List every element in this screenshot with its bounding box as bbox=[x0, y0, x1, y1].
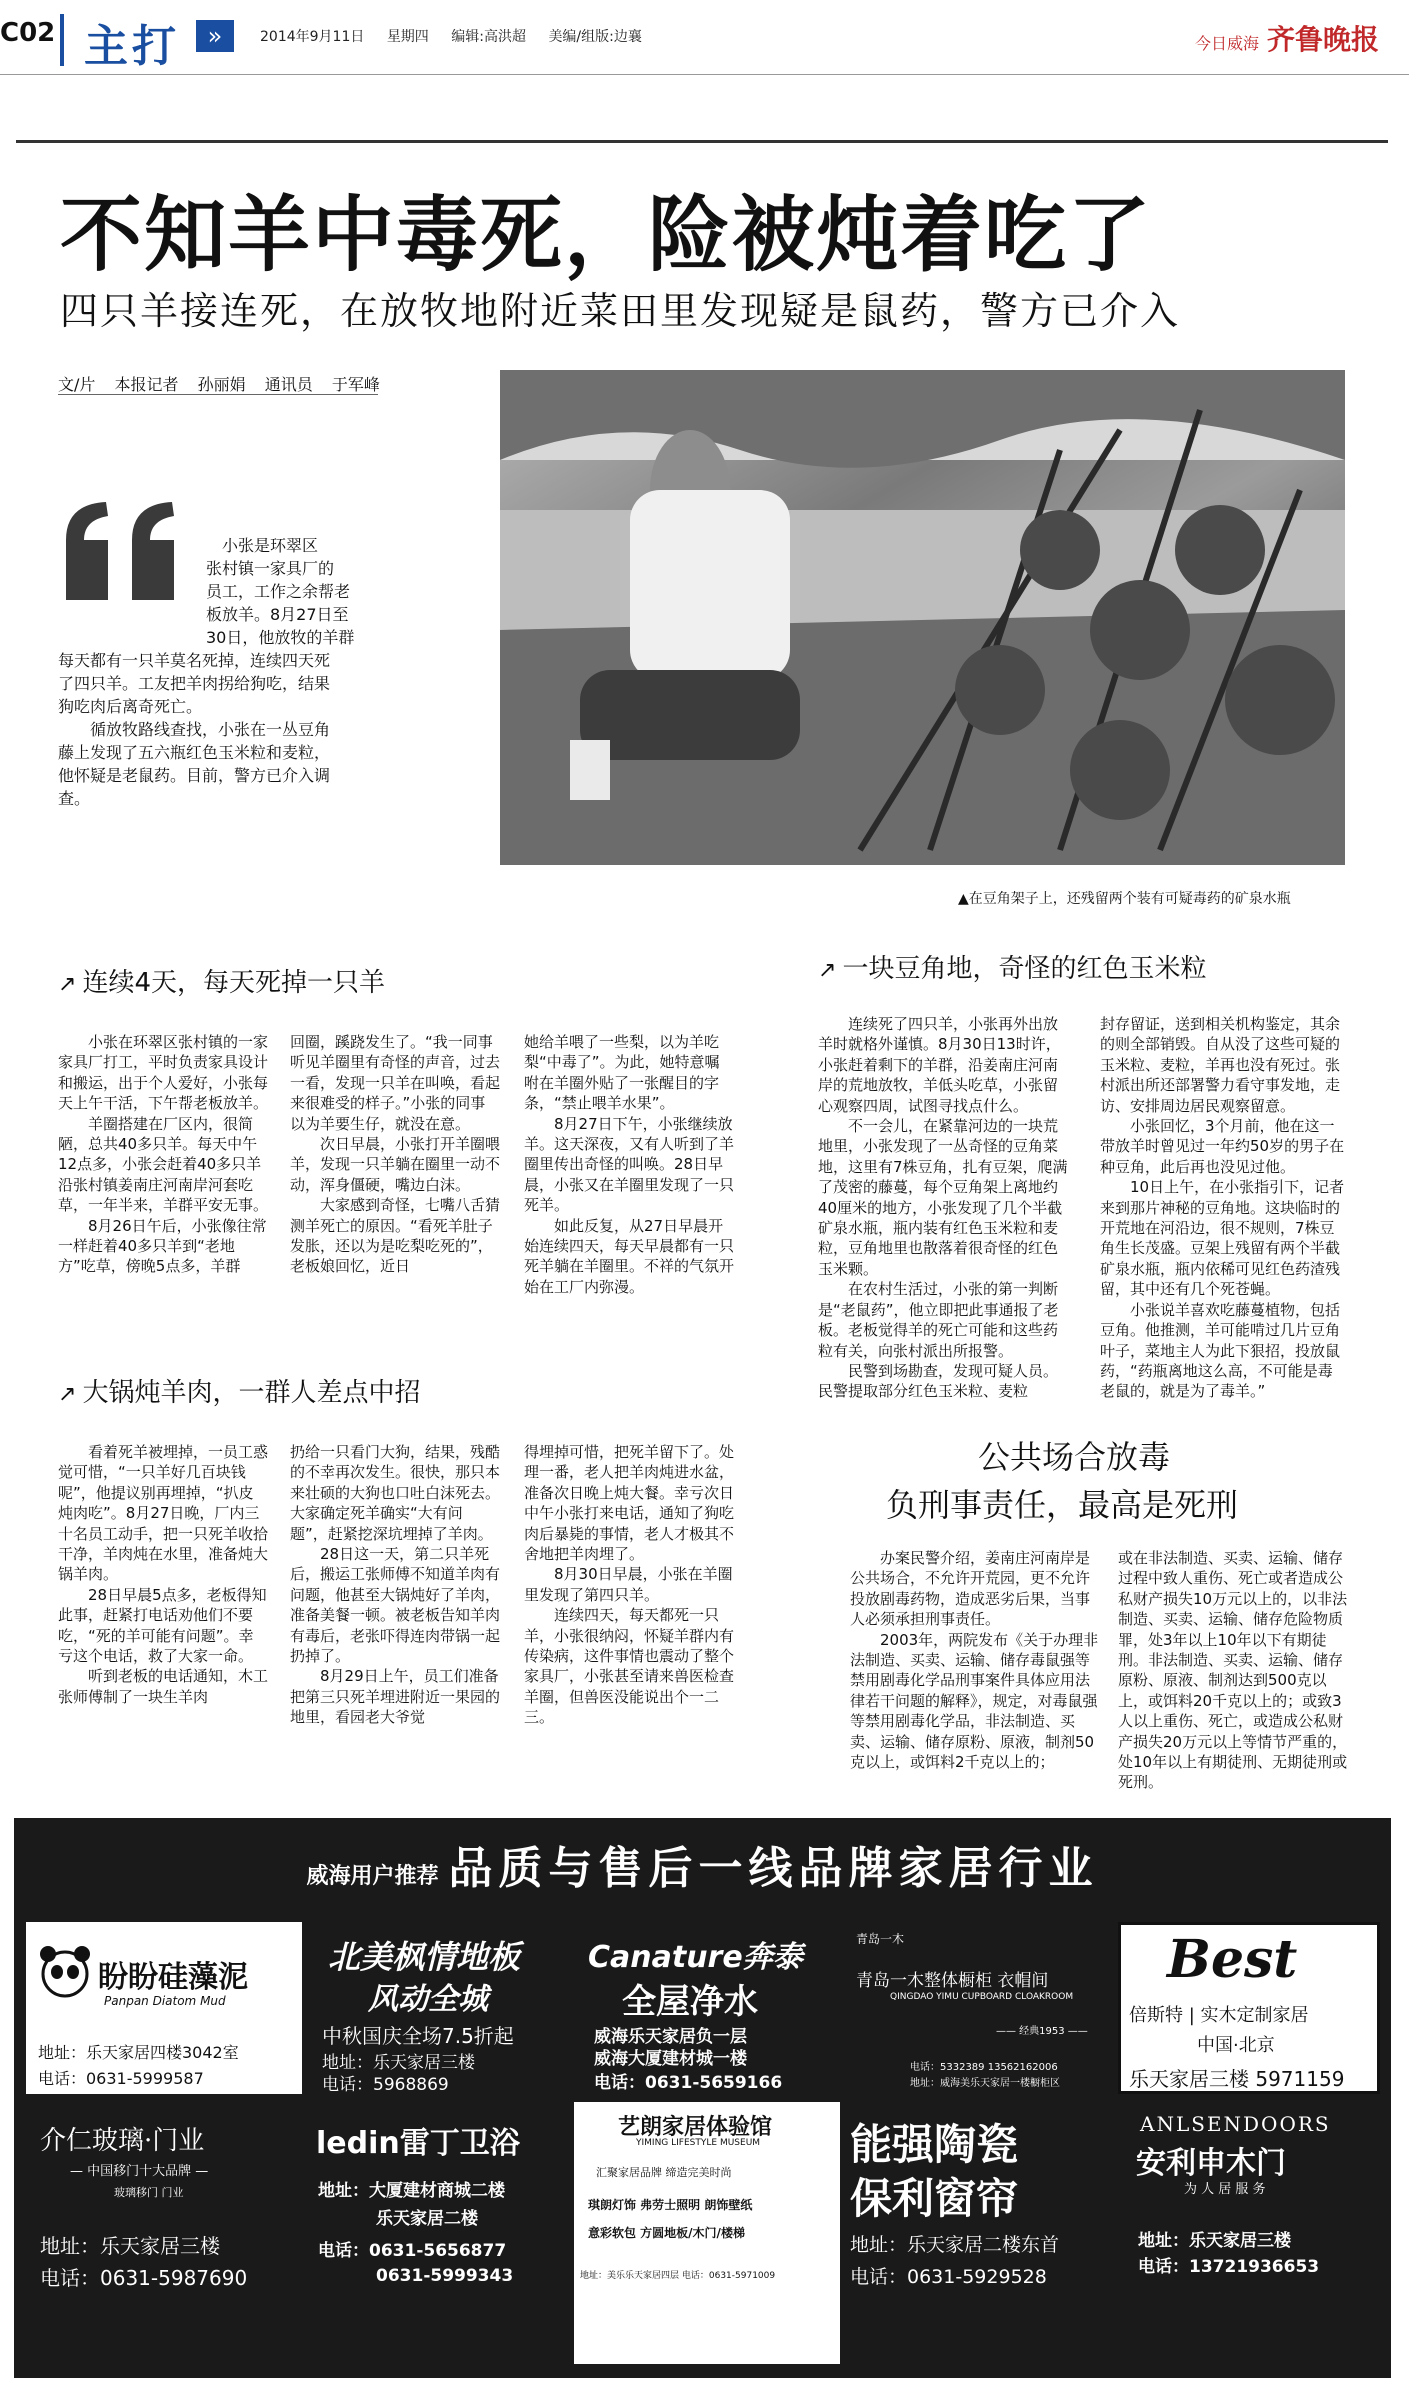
ad-best-location: 中国·北京 bbox=[1197, 2035, 1275, 2056]
ad-beimei-promo: 中秋国庆全场7.5折起 bbox=[322, 2024, 514, 2048]
ad-yimu-en: QINGDAO YIMU CUPBOARD CLOAKROOM bbox=[890, 1992, 1074, 2002]
quote-mark-icon bbox=[58, 500, 188, 610]
photo-illustration bbox=[500, 370, 1345, 865]
paragraph: 或在非法制造、买卖、运输、储存过程中致人重伤、死亡或者造成公私财产损失10万元以上的，以非法制造、买卖、运输、储存危险物质罪，处3年以上10年以下有期徒刑。非法制造、买卖、运输、储存原粉、原液、制剂达到500克以上，或饵料20千克以上的；或致3人以上重伤、死亡，或造成公私财产损失20万元以上等情节严重的，处10年以上有期徒刑、无期徒刑或死刑。 bbox=[1118, 1549, 1348, 1792]
intro-line: 张村镇一家具厂的 bbox=[206, 559, 335, 578]
ad-anli[interactable] bbox=[1118, 2102, 1380, 2364]
panda-icon bbox=[38, 1944, 92, 1998]
ad-jieren-phone: 电话：0631-5987690 bbox=[40, 2266, 248, 2290]
ad-nengqiang-address: 地址：乐天家居二楼东首 bbox=[850, 2234, 1060, 2256]
byline bbox=[58, 372, 394, 395]
paragraph: 10日上午，在小张指引下，记者来到那片神秘的豆角地。这块临时的开荒地在河沿边，很不规则，7株豆角生长茂盛。豆架上残留有两个半截矿泉水瓶，瓶内依稀可见红色药渣残留，其中还有几个死苍蝇。 bbox=[1100, 1178, 1345, 1299]
ad-panpan-name: 盼盼硅藻泥 bbox=[98, 1960, 248, 1995]
paragraph: 办案民警介绍，姜南庄河南岸是公共场合，不允许开荒园，更不允许投放剧毒药物，造成恶劣后果，当事人必须承担刑事责任。 bbox=[850, 1549, 1091, 1629]
ad-best[interactable] bbox=[1118, 1922, 1380, 2094]
section-title-text: 连续4天，每天死掉一只羊 bbox=[82, 968, 385, 998]
ad-canature-brand: Canature奔泰 bbox=[588, 1940, 803, 1975]
paragraph: 她给羊喂了一些梨，以为羊吃梨“中毒了”。为此，她特意嘱咐在羊圈外贴了一张醒目的字条，“禁止喂羊水果”。 bbox=[524, 1033, 720, 1113]
sidebar-column bbox=[850, 1548, 1100, 1772]
ad-banner-tag: 威海用户推荐 bbox=[306, 1864, 439, 1889]
sidebar-title: 公共场合放毒 bbox=[978, 1438, 1171, 1476]
section-title bbox=[58, 1372, 420, 1409]
paragraph: 回圈，蹊跷发生了。“我一同事听见羊圈里有奇怪的声音，过去一看，发现一只羊在叫唤，看起来很难受的样子。”小张的同事以为羊要生仔，就没在意。 bbox=[290, 1033, 501, 1133]
sidebar-subtitle: 负刑事责任，最高是死刑 bbox=[886, 1486, 1239, 1524]
paragraph: 羊圈搭建在厂区内，很简陋，总共40多只羊。每天中午12点多，小张会赶着40多只羊沿张村镇姜南庄河南岸河套吃草，一年半来，羊群平安无事。 bbox=[58, 1114, 269, 1215]
ad-best-name: 倍斯特 | 实木定制家居 bbox=[1129, 2005, 1309, 2026]
paragraph: 小张说羊喜欢吃藤蔓植物，包括豆角。他推测，羊可能啃过几片豆角叶子，菜地主人为此下狠招，投放鼠药，“药瓶离地这么高，不可能是毒老鼠的，就是为了毒羊。” bbox=[1100, 1300, 1341, 1401]
ad-yiming-brands: 意彩软包 方圆地板/木门/楼梯 bbox=[588, 2226, 745, 2240]
arrow-icon: ↗ bbox=[818, 958, 837, 983]
article-column bbox=[1100, 1014, 1345, 1402]
ad-ledin-name: ledin雷丁卫浴 bbox=[316, 2126, 520, 2161]
article-column bbox=[58, 1442, 268, 1707]
article-column bbox=[524, 1442, 734, 1728]
byline-part: 通讯员 bbox=[264, 375, 313, 394]
intro-line: 循放牧路线查找，小张在一丛豆角 bbox=[90, 720, 331, 739]
paragraph: 听到老板的电话通知，木工张师傅制了一块生羊肉 bbox=[58, 1667, 269, 1706]
section-title-text: 一块豆角地，奇怪的红色玉米粒 bbox=[842, 954, 1207, 984]
paragraph: 得埋掉可惜，把死羊留下了。处理一番，老人把羊肉炖进水盆，准备次日晚上炖大餐。幸亏次日中午小张打来电话，通知了狗吃肉后暴毙的事情，老人才极其不舍地把羊肉埋了。 bbox=[524, 1443, 735, 1564]
ad-anli-en: ANLSENDOORS bbox=[1140, 2112, 1331, 2136]
ad-beimei-phone: 电话：5968869 bbox=[322, 2075, 449, 2094]
paragraph: 看着死羊被埋掉，一员工惑觉可惜，“一只羊好几百块钱呢”，他提议别再埋掉，“扒皮炖肉吃”。8月27日晚，厂内三十名员工动手，把一只死羊收拾干净，羊肉炖在水里，准备炖大锅羊肉。 bbox=[58, 1443, 269, 1584]
ad-jieren-sub: — 中国移门十大品牌 — bbox=[70, 2164, 209, 2179]
paragraph: 大家感到奇怪，七嘴八舌猜测羊死亡的原因。“看死羊肚子发胀，还以为是吃梨吃死的”，老板娘回忆，近日 bbox=[290, 1196, 501, 1276]
intro-line: 查。 bbox=[58, 789, 91, 808]
header-meta bbox=[260, 26, 660, 46]
paragraph: 连续四天，每天都死一只羊，小张很纳闷，怀疑羊群内有传染病，这件事情也震动了整个家具厂，小张甚至请来兽医检查羊圈，但兽医没能说出个一二三。 bbox=[524, 1606, 735, 1727]
paragraph: 2003年，两院发布《关于办理非法制造、买卖、运输、储存毒鼠强等禁用剧毒化学品刑事案件具体应用法律若干问题的解释》，规定，对毒鼠强等禁用剧毒化学品，非法制造、买卖、运输、储存原粉、原液，制剂50克以上，或饵料2千克以上的； bbox=[850, 1630, 1099, 1772]
paper-logo: 齐鲁晚报 bbox=[1266, 23, 1379, 56]
intro-line: 藤上发现了五六瓶红色玉米粒和麦粒， bbox=[58, 743, 331, 762]
ad-yiming-en: YIMING LIFESTYLE MUSEUM bbox=[636, 2138, 761, 2148]
ad-best-logo: Best bbox=[1167, 1929, 1298, 1990]
section-title bbox=[58, 962, 385, 999]
byline-rule bbox=[58, 394, 378, 395]
ad-canature-phone: 电话：0631-5659166 bbox=[594, 2073, 783, 2093]
paragraph: 8月26日午后，小张像往常一样赶着40多只羊到“老地方”吃草，傍晚5点多，羊群 bbox=[58, 1216, 267, 1276]
issue-weekday: 星期四 bbox=[386, 29, 429, 45]
ad-yiming-address: 地址：美乐乐天家居四层 电话：0631-5971009 bbox=[580, 2271, 776, 2281]
ad-yiming-slogan: 汇聚家居品牌 缔造完美时尚 bbox=[596, 2166, 732, 2179]
ad-ledin-phone: 电话：0631-5656877 bbox=[318, 2241, 507, 2261]
byline-part: 本报记者 bbox=[114, 375, 179, 394]
ad-best-address: 乐天家居三楼 5971159 bbox=[1129, 2067, 1345, 2091]
byline-part: 文/片 bbox=[58, 375, 96, 394]
ad-nengqiang[interactable] bbox=[846, 2102, 1112, 2364]
ad-anli-slogan: 为 人 居 服 务 bbox=[1184, 2182, 1266, 2197]
ad-yiming-brands: 琪朗灯饰 弗劳士照明 朗饰壁纸 bbox=[588, 2198, 753, 2212]
photo-caption: ▲在豆角架子上，还残留两个装有可疑毒药的矿泉水瓶 bbox=[958, 891, 1291, 907]
page-number: C02 bbox=[0, 18, 56, 48]
byline-part: 孙丽娟 bbox=[197, 375, 246, 394]
ad-yiming-name: 艺朗家居体验馆 bbox=[618, 2115, 773, 2140]
ad-panpan-en: Panpan Diatom Mud bbox=[104, 1994, 226, 2008]
ad-ledin-address: 乐天家居二楼 bbox=[376, 2209, 478, 2229]
paragraph: 扔给一只看门大狗，结果，残酷的不幸再次发生。很快，那只本来壮硕的大狗也口吐白沫死去。大家确定死羊确实“大有问题”，赶紧挖深坑埋掉了羊肉。 bbox=[290, 1443, 501, 1543]
ad-jieren-tag: 玻璃移门 门业 bbox=[114, 2186, 184, 2199]
section-title bbox=[818, 948, 1206, 985]
ad-beimei-name: 北美枫情地板 bbox=[328, 1938, 521, 1976]
ad-ledin[interactable] bbox=[308, 2102, 568, 2364]
intro-line: 小张是环翠区 bbox=[222, 536, 319, 555]
article-column bbox=[524, 1032, 734, 1297]
ad-panpan-address: 地址：乐天家居四楼3042室 bbox=[38, 2043, 239, 2062]
paragraph: 次日早晨，小张打开羊圈喂羊，发现一只羊躺在圈里一动不动，浑身僵硬，嘴边白沫。 bbox=[290, 1135, 501, 1194]
intro-line: 了四只羊。工友把羊肉拐给狗吃，结果 bbox=[58, 674, 331, 693]
intro-line: 板放羊。8月27日至 bbox=[206, 605, 349, 624]
ad-canature[interactable] bbox=[574, 1922, 840, 2094]
paragraph: 不一会儿，在紧靠河边的一块荒地里，小张发现了一丛奇怪的豆角菜地，这里有7株豆角，扎有豆架，爬满了茂密的藤蔓，每个豆角架上离地约40厘米的地方，小张发现了几个半截矿泉水瓶，瓶内装有红色玉米粒和麦粒，豆角地里也散落着很奇怪的红色玉米颗。 bbox=[818, 1117, 1068, 1278]
ad-anli-phone: 电话：13721936653 bbox=[1138, 2257, 1320, 2277]
headline: 不知羊中毒死，险被炖着吃了 bbox=[60, 187, 1153, 283]
ad-yimu[interactable] bbox=[846, 1922, 1112, 2094]
ad-nengqiang-name: 保利窗帘 bbox=[850, 2174, 1019, 2223]
ad-yimu-name: 青岛一木整体橱柜 衣帽间 bbox=[856, 1971, 1049, 1991]
paragraph: 小张在环翠区张村镇的一家家具厂打工，平时负责家具设计和搬运，出于个人爱好，小张每天上午干活，下午帮老板放羊。 bbox=[58, 1033, 269, 1113]
ad-anli-name: 安利申木门 bbox=[1136, 2146, 1286, 2181]
ad-nengqiang-name: 能强陶瓷 bbox=[850, 2120, 1019, 2169]
ad-anli-address: 地址：乐天家居三楼 bbox=[1138, 2231, 1291, 2251]
paragraph: 在农村生活过，小张的第一判断是“老鼠药”，他立即把此事通报了老板。老板觉得羊的死亡可能和这些药粒有关，向张村派出所报警。 bbox=[818, 1280, 1059, 1360]
paragraph: 28日这一天，第二只羊死后，搬运工张师傅不知道羊肉有问题，他甚至大锅炖好了羊肉，准备美餐一顿。被老板告知羊肉有毒后，老张吓得连肉带锅一起扔掉了。 bbox=[290, 1545, 501, 1666]
intro-line: 30日，他放牧的羊群 bbox=[206, 628, 355, 647]
arrow-icon: ↗ bbox=[58, 972, 77, 997]
ad-yimu-top: 青岛一木 bbox=[856, 1932, 905, 1946]
ad-banner bbox=[14, 1832, 1391, 1896]
byline-part: 于军峰 bbox=[331, 375, 380, 394]
subheadline: 四只羊接连死，在放牧地附近菜田里发现疑是鼠药，警方已介入 bbox=[60, 289, 1181, 333]
article-column bbox=[818, 1014, 1068, 1402]
ad-yimu-address: 地址：威海美乐天家居一楼橱柜区 bbox=[910, 2078, 1060, 2089]
editor: 编辑:高洪超 bbox=[451, 29, 526, 45]
advertisement-block bbox=[14, 1818, 1391, 2378]
ad-jieren-name: 介仁玻璃·门业 bbox=[40, 2126, 205, 2156]
arrow-icon: ↗ bbox=[58, 1382, 77, 1407]
ad-yimu-since: —— 经典1953 —— bbox=[996, 2026, 1088, 2037]
ad-nengqiang-phone: 电话：0631-5929528 bbox=[850, 2266, 1047, 2288]
paragraph: 民警到场勘查，发现可疑人员。民警提取部分红色玉米粒、麦粒 bbox=[818, 1361, 1059, 1401]
ad-panpan[interactable] bbox=[26, 1922, 302, 2094]
news-photo bbox=[500, 370, 1345, 865]
masthead bbox=[1195, 18, 1379, 58]
paragraph: 如此反复，从27日早晨开始连续四天，每天早晨都有一只死羊躺在羊圈里。不祥的气氛开始在工厂内弥漫。 bbox=[524, 1216, 735, 1296]
intro-line: 每天都有一只羊莫名死掉，连续四天死 bbox=[58, 651, 331, 670]
article-column bbox=[290, 1442, 500, 1728]
ad-yiming[interactable] bbox=[574, 2102, 840, 2364]
paragraph: 封存留证，送到相关机构鉴定，其余的则全部销毁。自从没了这些可疑的玉米粒、麦粒，羊再也没有死过。张村派出所还部署警力看守事发地，走访、安排周边居民观察留意。 bbox=[1100, 1015, 1341, 1115]
article-column bbox=[58, 1032, 268, 1277]
ad-ledin-address: 地址：大厦建材商城二楼 bbox=[318, 2181, 505, 2201]
issue-date: 2014年9月11日 bbox=[260, 29, 365, 45]
article-column bbox=[290, 1032, 500, 1277]
paragraph: 8月30日早晨，小张在羊圈里发现了第四只羊。 bbox=[524, 1565, 733, 1604]
ad-beimei-address: 地址：乐天家居三楼 bbox=[322, 2053, 475, 2073]
section-title-text: 大锅炖羊肉，一群人差点中招 bbox=[82, 1378, 421, 1408]
header-divider bbox=[60, 14, 64, 66]
paragraph: 8月29日上午，员工们准备把第三只死羊埋进附近一果园的地里，看园老大爷觉 bbox=[290, 1667, 501, 1727]
intro-line: 狗吃肉后离奇死亡。 bbox=[58, 697, 203, 716]
ad-canature-address: 威海大厦建材城一楼 bbox=[594, 2049, 747, 2069]
ad-ledin-phone: 0631-5999343 bbox=[376, 2266, 514, 2286]
headline-rule bbox=[16, 140, 1388, 143]
intro-line: 他怀疑是老鼠药。目前，警方已介入调 bbox=[58, 766, 331, 785]
designer: 美编/组版:边襄 bbox=[548, 29, 642, 45]
paragraph: 8月27日下午，小张继续放羊。这天深夜，又有人听到了羊圈里传出奇怪的叫唤。28日早晨，小张又在羊圈里发现了一只死羊。 bbox=[524, 1114, 735, 1215]
ad-canature-slogan: 全屋净水 bbox=[622, 1982, 758, 2022]
ad-beimei-slogan: 风动全城 bbox=[368, 1982, 488, 2017]
section-name: 主打 bbox=[84, 21, 180, 72]
edition-name: 今日威海 bbox=[1194, 34, 1259, 53]
ad-canature-address: 威海乐天家居负一层 bbox=[594, 2027, 747, 2047]
header-rule bbox=[0, 74, 1409, 75]
ad-jieren[interactable] bbox=[26, 2102, 302, 2364]
sidebar-column bbox=[1118, 1548, 1353, 1793]
ad-beimei[interactable] bbox=[308, 1922, 568, 2094]
paragraph: 小张回忆，3个月前，他在这一带放羊时曾见过一年约50岁的男子在种豆角，此后再也没见过他。 bbox=[1100, 1117, 1345, 1176]
ad-jieren-address: 地址：乐天家居三楼 bbox=[40, 2234, 220, 2258]
paragraph: 连续死了四只羊，小张再外出放羊时就格外谨慎。8月30日13时许，小张赶着剩下的羊群，沿姜南庄河南岸的荒地放牧，羊低头吃草，小张留心观察四周，试图寻找点什么。 bbox=[818, 1015, 1061, 1115]
paragraph: 28日早晨5点多，老板得知此事，赶紧打电话劝他们不要吃，“死的羊可能有问题”。幸亏这个电话，救了大家一命。 bbox=[58, 1585, 267, 1666]
ad-banner-title: 品质与售后一线品牌家居行业 bbox=[448, 1843, 1099, 1894]
intro-line: 员工，工作之余帮老 bbox=[206, 582, 351, 601]
ad-panpan-phone: 电话：0631-5999587 bbox=[38, 2069, 204, 2088]
ad-yimu-phone: 电话：5332389 13562162006 bbox=[910, 2062, 1058, 2073]
section-arrow-icon: » bbox=[196, 20, 234, 52]
